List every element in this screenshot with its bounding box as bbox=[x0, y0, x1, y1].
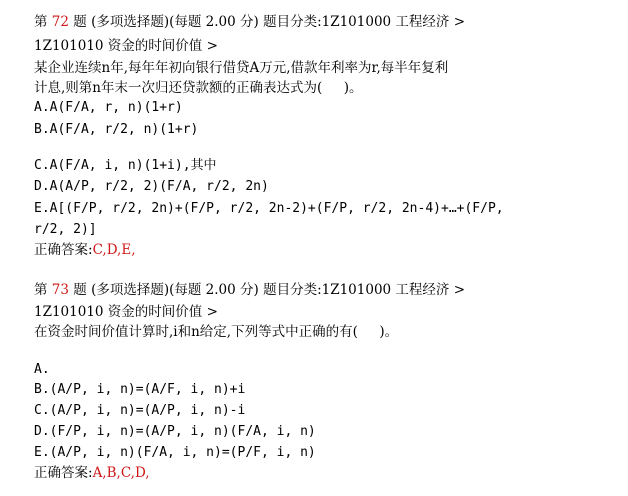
answer-label: 正确答案: bbox=[34, 242, 93, 258]
option-e-continued: r/2, 2)] bbox=[34, 222, 97, 237]
question-stem-line: 计息,则第n年末一次归还贷款额的正确表达式为( )。 bbox=[34, 80, 363, 96]
question-header-suffix: 题 (多项选择题)(每题 2.00 分) 题目分类:1Z101000 工程经济 > bbox=[68, 14, 466, 30]
option-e: E.A[(F/P, r/2, 2n)+(F/P, r/2, 2n-2)+(F/P, r/2, 2n-4)+…+(F/P, bbox=[34, 201, 504, 216]
question-header-prefix: 第 bbox=[34, 14, 52, 30]
option-d: D.(F/P, i, n)=(A/P, i, n)(F/A, i, n) bbox=[34, 424, 316, 439]
option-a: A.A(F/A, r, n)(1+r) bbox=[34, 100, 183, 115]
question-header bbox=[34, 280, 622, 300]
answer-line bbox=[34, 240, 622, 260]
option-b: B.(A/P, i, n)=(A/F, i, n)+i bbox=[34, 382, 246, 397]
option-d: D.A(A/P, r/2, 2)(F/A, r/2, 2n) bbox=[34, 179, 269, 194]
answer-line bbox=[34, 463, 622, 483]
question-header bbox=[34, 12, 622, 32]
answer-value: A,B,C,D, bbox=[92, 465, 150, 481]
question-stem-line: 某企业连续n年,每年年初向银行借贷A万元,借款年利率为r,每半年复利 bbox=[34, 60, 449, 76]
question-category: 1Z101010 资金的时间价值 > bbox=[34, 304, 218, 320]
question-number: 73 bbox=[51, 282, 69, 298]
option-c: C.(A/P, i, n)=(A/P, i, n)-i bbox=[34, 403, 246, 418]
question-stem-line: 在资金时间价值计算时,i和n给定,下列等式中正确的有( )。 bbox=[34, 324, 399, 340]
question-category: 1Z101010 资金的时间价值 > bbox=[34, 38, 218, 54]
option-a: A. bbox=[34, 362, 50, 377]
answer-value: C,D,E, bbox=[92, 242, 136, 258]
question-number: 72 bbox=[51, 14, 69, 30]
option-b: B.A(F/A, r/2, n)(1+r) bbox=[34, 122, 199, 137]
question-header-prefix: 第 bbox=[34, 282, 52, 298]
option-e: E.(A/P, i, n)(F/A, i, n)=(P/F, i, n) bbox=[34, 445, 316, 460]
question-header-suffix: 题 (多项选择题)(每题 2.00 分) 题目分类:1Z101000 工程经济 > bbox=[68, 282, 466, 298]
option-c: C.A(F/A, i, n)(1+i),其中 bbox=[34, 158, 217, 173]
answer-label: 正确答案: bbox=[34, 465, 93, 481]
